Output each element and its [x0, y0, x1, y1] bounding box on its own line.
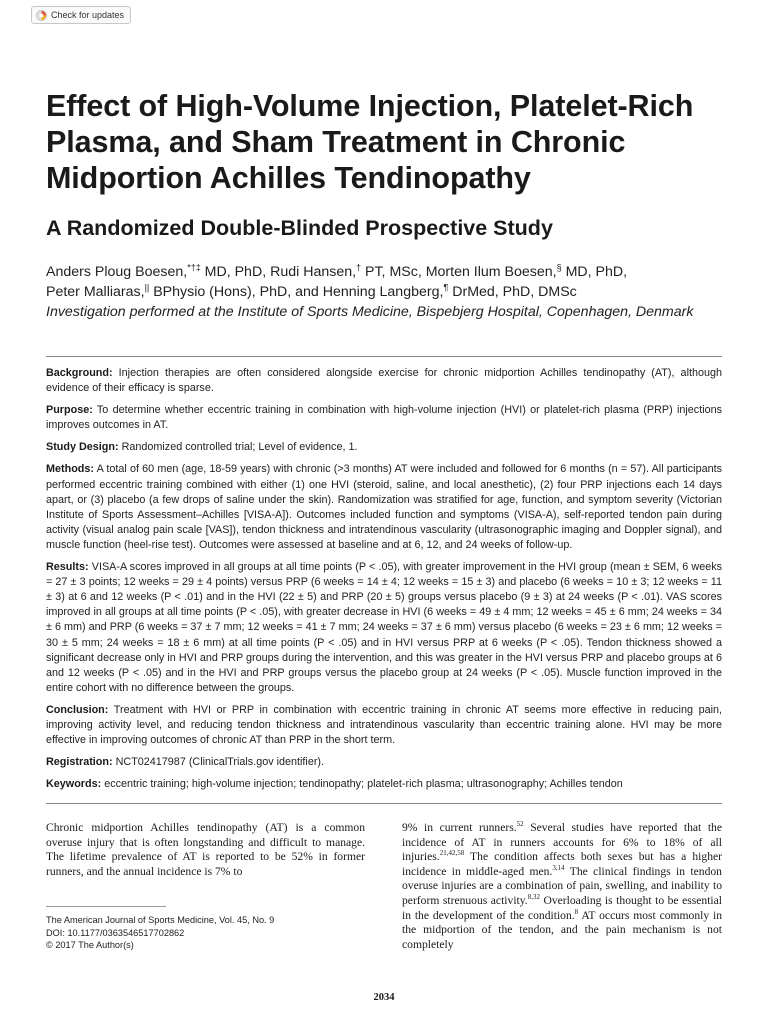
author-name: Morten Ilum Boesen,: [425, 264, 557, 280]
section-text: A total of 60 men (age, 18-59 years) with chronic (>3 months) AT were included and followed for 6 months (n = 57). All participants performed eccentric training combined with either (1) one HVI (steroid, saline, and local anesthetic), (2) four PRP injections each 14 days apart, or (3) placebo (a few drops of saline under the skin). Randomization was stratified for age, function, and symptom severity (Victorian Institute of Sports Assessment–Achilles [VISA-A]). Outcomes included function and symptoms (VISA-A), self-reported tendon pain during activity (visual analog pain scale [VAS]), tendon thickness and intratendinous vascularity (ultrasonographic imaging and Doppler signal), and muscle function (heel-rise test). Outcomes were assessed at baseline and at 6, 12, and 24 weeks of follow-up.: [46, 463, 722, 551]
body-text: Several studies have reported that the incidence of AT in runners accounts for 6% to 18% of all injuries.: [402, 821, 722, 864]
section-text: NCT02417987 (ClinicalTrials.gov identifier).: [112, 756, 325, 769]
institution-affiliation: Investigation performed at the Institute of Sports Medicine, Bispebjerg Hospital, Copenhagen, Denmark: [46, 304, 694, 320]
section-text: Randomized controlled trial; Level of evidence, 1.: [118, 441, 358, 454]
article-subtitle: A Randomized Double-Blinded Prospective Study: [46, 216, 553, 240]
abstract-conclusion: [46, 703, 722, 748]
body-text: AT occurs most commonly in the midportion of the tendon, and the pain mechanism is not completely: [402, 908, 722, 951]
author-affiliation-mark: †: [356, 262, 362, 273]
body-text-left-column: Chronic midportion Achilles tendinopathy (AT) is a common overuse injury that is often longstanding and difficult to manage. The lifetime prevalence of AT is reported to be 52% in former runners, and the annual incidence is 7% to: [46, 821, 365, 878]
page-number: 2034: [373, 992, 395, 1003]
author-name: Henning Langberg,: [322, 284, 444, 300]
section-text: Injection therapies are often considered alongside exercise for chronic midportion Achilles tendinopathy (AT), although evidence of their efficacy is sparse.: [46, 367, 722, 395]
author-list: [46, 262, 726, 302]
abstract-box: [46, 356, 722, 804]
author-affiliation-mark: *†‡: [187, 262, 201, 273]
abstract-background: [46, 366, 722, 396]
check-for-updates-label: Check for updates: [51, 10, 125, 20]
body-text: Overloading is thought to be essential in the development of the condition.: [402, 893, 722, 922]
citation-ref[interactable]: 3,14: [552, 863, 565, 872]
author-name: Rudi Hansen,: [270, 264, 357, 280]
abstract-keywords: [46, 777, 722, 792]
article-title: Effect of High-Volume Injection, Platelet-Rich Plasma, and Sham Treatment in Chronic Midportion Achilles Tendinopathy: [46, 89, 694, 195]
section-text: eccentric training; high-volume injection; tendinopathy; platelet-rich plasma; ultrasonography; Achilles tendon: [101, 778, 623, 791]
section-label: Study Design:: [46, 441, 119, 454]
author-degrees: PT, MSc,: [361, 264, 426, 280]
section-label: Keywords:: [46, 778, 102, 791]
body-text: The condition affects both sexes but has a higher incidence in middle-aged men.: [402, 850, 722, 878]
body-text-right-column: [402, 821, 722, 952]
abstract-purpose: [46, 403, 722, 433]
doi-link[interactable]: DOI: 10.1177/0363546517702862: [46, 927, 185, 938]
body-text: The clinical findings in tendon overuse injuries are a combination of pain, swelling, and inability to perform strenuous activity.: [402, 864, 722, 907]
journal-citation: The American Journal of Sports Medicine, Vol. 45, No. 9: [46, 915, 275, 925]
author-affiliation-mark: ¶: [443, 282, 449, 293]
author-affiliation-mark: §: [556, 262, 562, 273]
section-label: Background:: [46, 367, 113, 379]
citation-ref[interactable]: 8,32: [527, 893, 540, 902]
section-label: Conclusion:: [46, 703, 109, 716]
body-text: 9% in current runners.: [402, 821, 517, 834]
author-degrees: MD, PhD,: [561, 264, 628, 280]
section-text: Treatment with HVI or PRP in combination with eccentric training in chronic AT seems more effective in reducing pain, improving activity level, and reducing tendon thickness and intratendinous vascularity than eccentric training alone. HVI may be more effective in improving outcomes of chronic AT than PRP in the short term.: [46, 703, 722, 747]
abstract-results: [46, 560, 722, 696]
citation-ref[interactable]: 21,42,58: [439, 849, 465, 858]
footer-divider: [46, 906, 166, 907]
author-name: Anders Ploug Boesen,: [46, 264, 188, 280]
section-label: Results:: [46, 561, 89, 574]
author-degrees: DrMed, PhD, DMSc: [448, 284, 577, 300]
abstract-study-design: [46, 440, 722, 455]
journal-footer: [46, 914, 365, 952]
author-degrees: BPhysio (Hons), PhD, and: [149, 284, 323, 300]
copyright-notice: © 2017 The Author(s): [46, 940, 134, 950]
citation-ref[interactable]: 52: [516, 820, 524, 829]
abstract-methods: [46, 462, 722, 553]
section-label: Purpose:: [46, 404, 93, 417]
section-label: Methods:: [46, 463, 94, 476]
abstract-registration: [46, 755, 722, 770]
author-name: Peter Malliaras,: [46, 284, 145, 300]
author-block: [46, 262, 726, 322]
check-for-updates-badge[interactable]: [31, 6, 131, 24]
citation-ref[interactable]: 8: [574, 907, 579, 916]
section-text: To determine whether eccentric training in combination with high-volume injection (HVI) or platelet-rich plasma (PRP) injections improves outcomes in AT.: [46, 404, 722, 432]
section-label: Registration:: [46, 756, 113, 769]
check-for-updates-icon: [36, 10, 47, 21]
author-degrees: MD, PhD,: [200, 264, 271, 280]
author-affiliation-mark: ||: [144, 282, 150, 293]
section-text: VISA-A scores improved in all groups at all time points (P < .05), with greater improvement in the HVI group (mean ± SEM, 6 weeks = 27 ± 3 points; 12 weeks = 29 ± 4 points) versus PRP (6 weeks = 14 ± 4; 12 weeks = 15 ± 3) and placebo (6 weeks = 10 ± 3; 12 weeks = 11 ± 3) at 6 and 12 weeks (P < .01) and in the HVI (22 ± 5) and PRP (20 ± 5) groups versus placebo (9 ± 3) at 24 weeks (P < .01). VAS scores improved in all groups at all time points (P < .05), with greater decrease in HVI (6 weeks = 49 ± 4 mm; 12 weeks = 45 ± 6 mm; 24 weeks = 34 ± 6 mm) and PRP (6 weeks = 37 ± 7 mm; 12 weeks = 41 ± 7 mm; 24 weeks = 37 ± 6 mm) versus placebo (6 weeks = 23 ± 6 mm; 12 weeks = 30 ± 5 mm; 24 weeks = 18 ± 6 mm) at all time points (P < .05) and in HVI versus PRP at 6 weeks (P < .05). Tendon thickness showed a significant decrease only in HVI and PRP groups during the intervention, and this was greater in the HVI versus PRP and placebo groups at 6 and 12 weeks (P < .05) and in the HVI and PRP groups versus the placebo group at 24 weeks (P < .05). Muscle function improved in the entire cohort with no difference between the groups.: [46, 561, 722, 694]
